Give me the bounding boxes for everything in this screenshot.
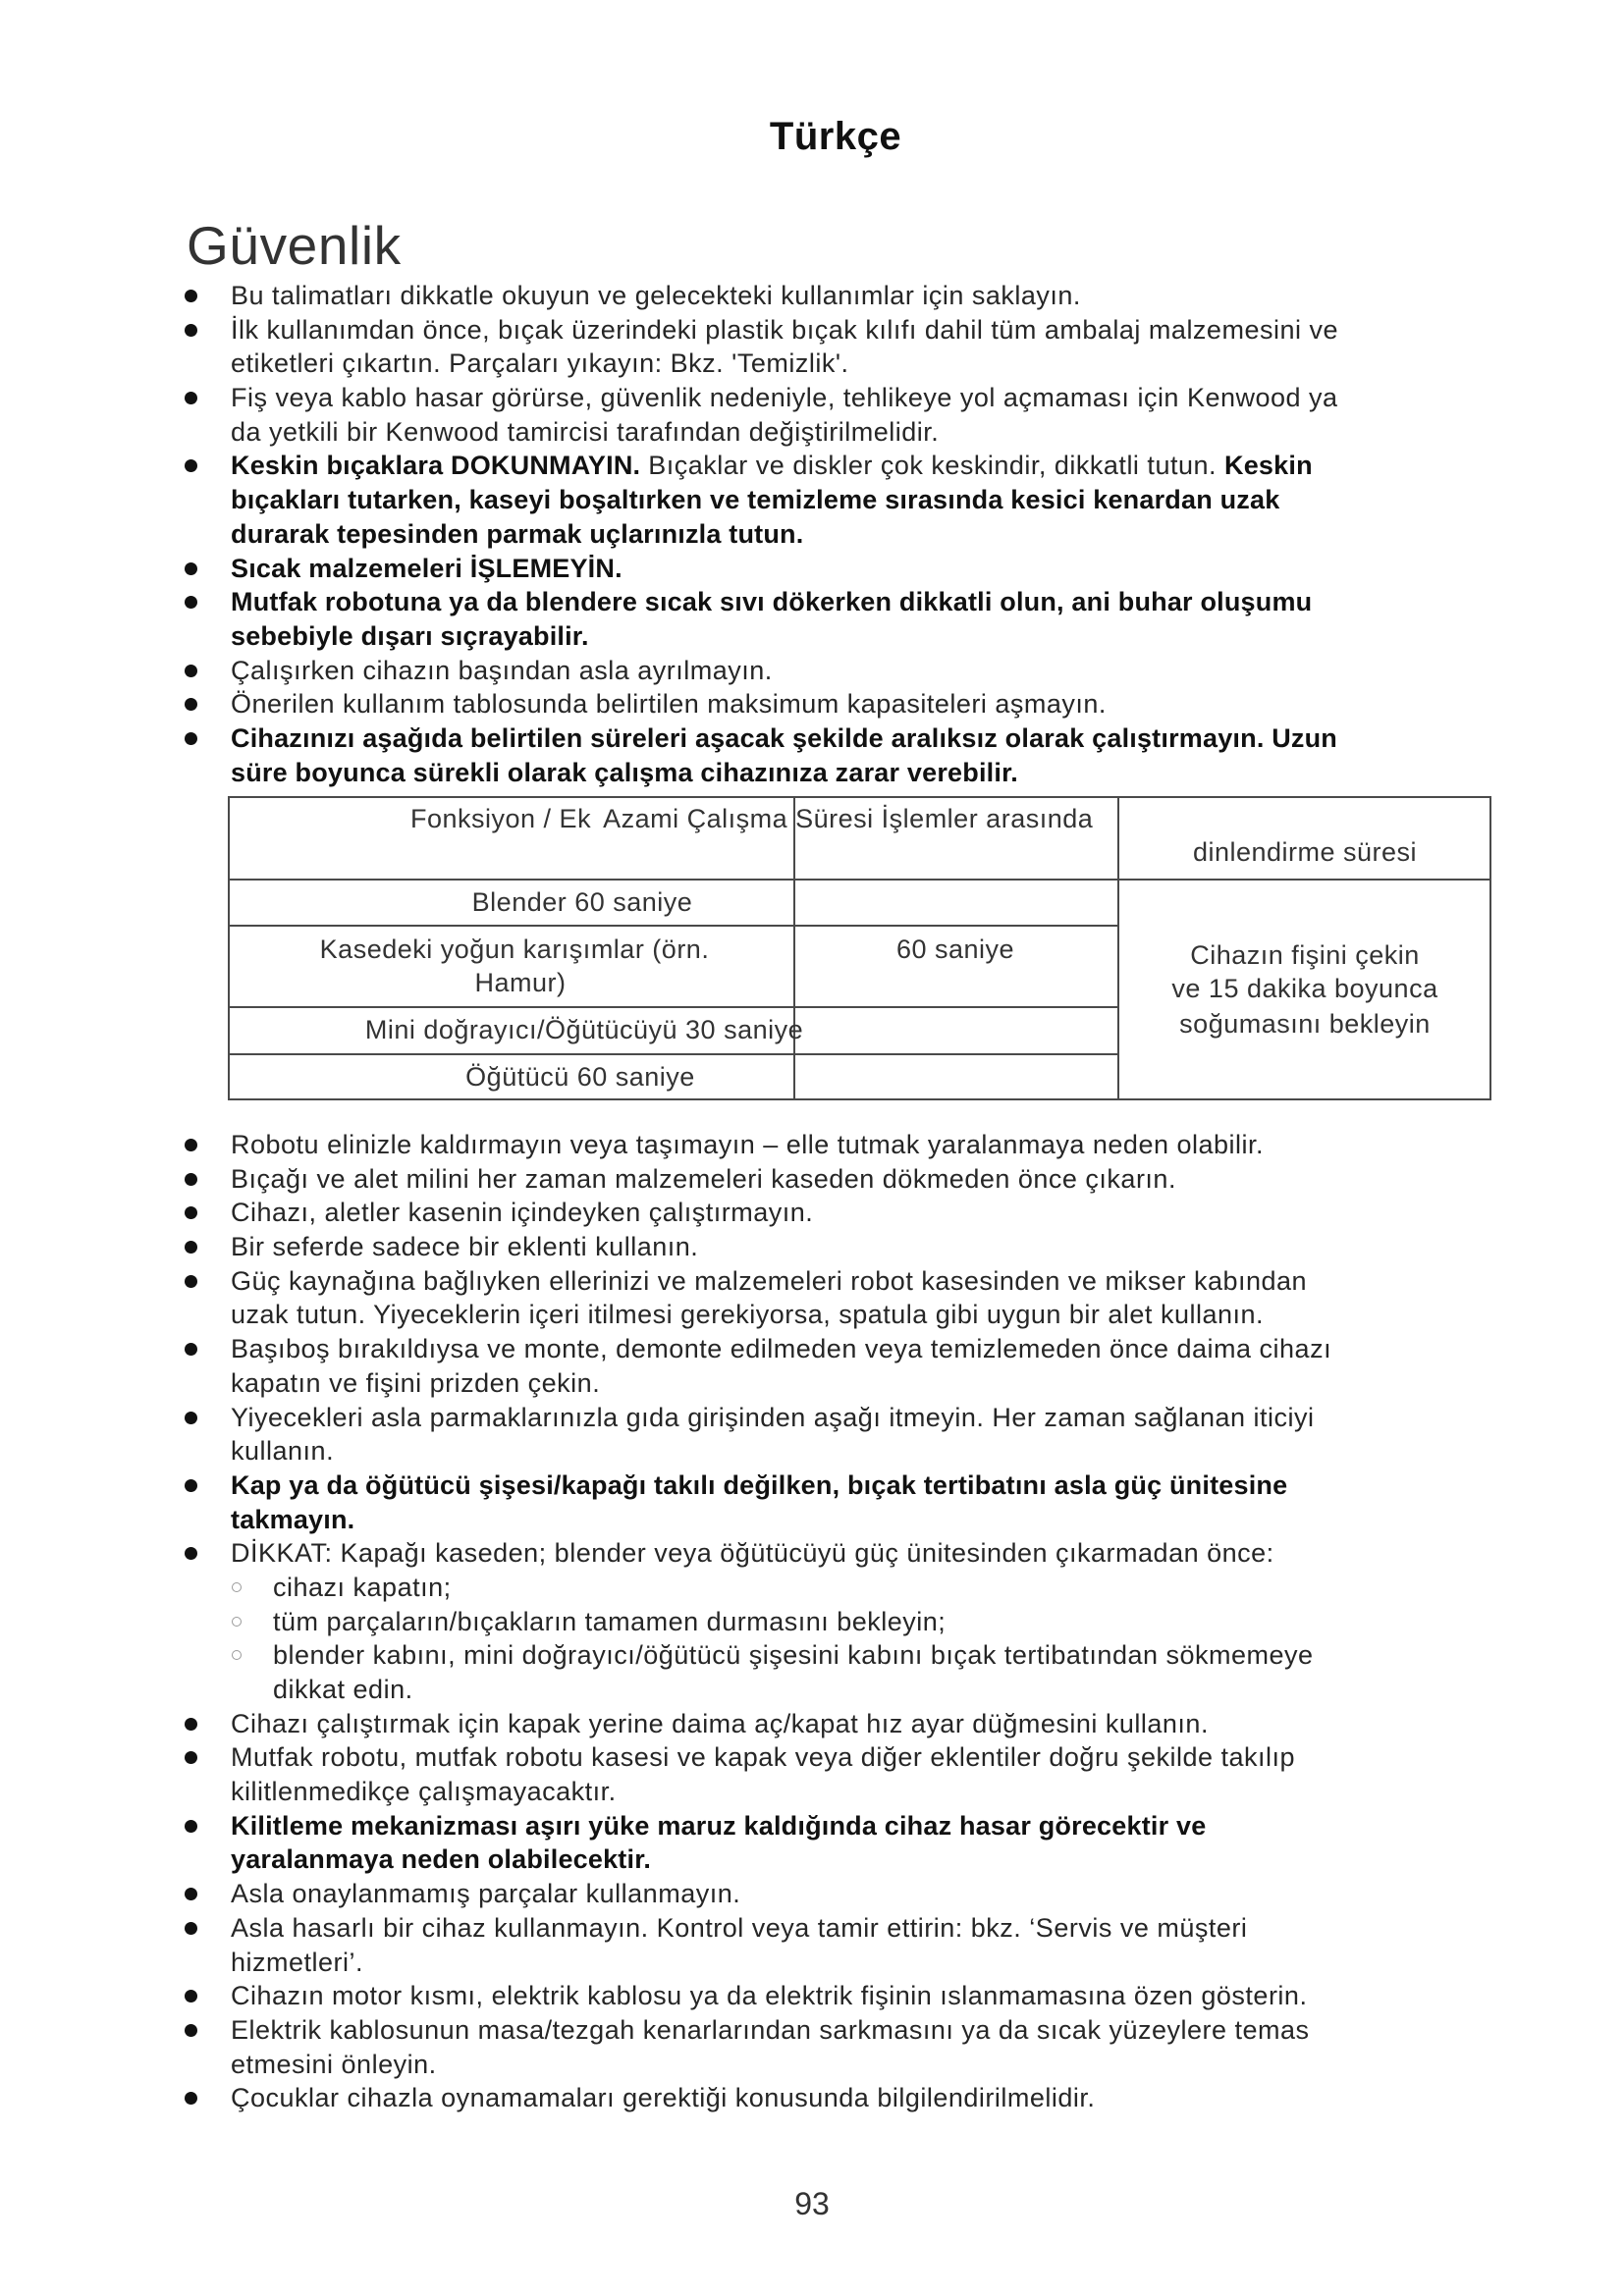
bullet-item bbox=[231, 552, 1586, 586]
bullet-dot-icon bbox=[185, 698, 197, 711]
bullet-dot-icon bbox=[185, 2024, 197, 2037]
bullet-line: Başıboş bırakıldıysa ve monte, demonte edilmeden veya temizlemeden önce daima cihazı bbox=[231, 1334, 1332, 1364]
bullet-item bbox=[231, 1264, 1586, 1332]
table-cell-rest-time: soğumasını bekleyin bbox=[1179, 1008, 1431, 1039]
bullet-item bbox=[231, 313, 1586, 381]
table-cell-function: Öğütücü 60 saniye bbox=[465, 1061, 695, 1092]
bullet-line: Yiyecekleri asla parmaklarınızla gıda girişinden aşağı itmeyin. Her zaman sağlanan iticiyi bbox=[231, 1402, 1315, 1432]
bullet-line: kullanın. bbox=[231, 1436, 335, 1467]
bullet-item bbox=[231, 721, 1586, 789]
bullet-item bbox=[231, 1468, 1586, 1536]
table-cell-max-time: 60 saniye bbox=[895, 934, 1015, 964]
table-border-bottom bbox=[228, 1098, 1491, 1100]
sub-bullet-line: blender kabını, mini doğrayıcı/öğütücü şişesini kabını bıçak tertibatından sökmemeye bbox=[273, 1640, 1314, 1671]
bullet-line: Mutfak robotu, mutfak robotu kasesi ve kapak veya diğer eklentiler doğru şekilde takılıp bbox=[231, 1742, 1296, 1773]
bullet-dot-icon bbox=[185, 732, 197, 745]
bullet-item bbox=[231, 381, 1586, 449]
bullet-item bbox=[231, 1196, 1586, 1230]
bullet-line: Bu talimatları dikkatle okuyun ve gelecekteki kullanımlar için saklayın. bbox=[231, 281, 1081, 310]
sub-bullet-item bbox=[231, 1638, 1586, 1706]
bullet-dot-icon bbox=[185, 1718, 197, 1731]
bullet-line: etiketleri çıkartın. Parçaları yıkayın: Bkz. 'Temizlik'. bbox=[231, 348, 849, 379]
language-title: Türkçe bbox=[769, 115, 902, 158]
bullet-dot-icon bbox=[185, 1820, 197, 1833]
bullet-item bbox=[231, 1401, 1586, 1468]
table-header-function: Fonksiyon / Ek bbox=[410, 803, 592, 833]
table-cell-function: Kasedeki yoğun karışımlar (örn. bbox=[319, 934, 710, 964]
bullet-dot-icon bbox=[185, 2092, 197, 2105]
bullet-line: DİKKAT: Kapağı kaseden; blender veya öğütücüyü güç ünitesinden çıkarmadan önce: bbox=[231, 1538, 1274, 1569]
bullet-item bbox=[231, 1877, 1586, 1911]
bullet-item bbox=[231, 1809, 1586, 1877]
bullet-line: Önerilen kullanım tablosunda belirtilen maksimum kapasiteleri aşmayın. bbox=[231, 689, 1107, 720]
table-header-rest-time: İşlemler arasında bbox=[881, 803, 1094, 833]
text-segment: Bıçaklar ve diskler çok keskindir, dikkatli tutun. bbox=[648, 451, 1217, 481]
bullet-line: Sıcak malzemeleri İŞLEMEYİN. bbox=[231, 553, 623, 583]
bullet-line: sebebiyle dışarı sıçrayabilir. bbox=[231, 620, 589, 651]
page-number: 93 bbox=[794, 2186, 830, 2221]
sub-bullet-item bbox=[231, 1571, 1586, 1605]
table-row-divider bbox=[228, 1006, 1118, 1008]
bullet-item bbox=[231, 1979, 1586, 2013]
safety-list-top bbox=[231, 279, 1586, 789]
bullet-item bbox=[231, 279, 1586, 313]
bullet-line: etmesini önleyin. bbox=[231, 2049, 437, 2079]
bullet-line: Bıçağı ve alet milini her zaman malzemeleri kaseden dökmeden önce çıkarın. bbox=[231, 1163, 1176, 1194]
table-cell-function: Mini doğrayıcı/Öğütücüyü 30 saniye bbox=[364, 1014, 804, 1044]
bullet-line: Cihazı çalıştırmak için kapak yerine daima aç/kapat hız ayar düğmesini kullanın. bbox=[231, 1708, 1209, 1738]
table-border-top bbox=[228, 796, 1491, 798]
table-header-line bbox=[410, 802, 1093, 836]
sub-bullet-line: tüm parçaların/bıçakların tamamen durmasını bekleyin; bbox=[273, 1606, 947, 1636]
bullet-item bbox=[231, 654, 1586, 688]
bullet-line: Kap ya da öğütücü şişesi/kapağı takılı değilken, bıçak tertibatını asla güç ünitesine bbox=[231, 1469, 1288, 1500]
table-border-right bbox=[1489, 796, 1491, 1100]
bullet-line: durarak tepesinden parmak uçlarınızla tutun. bbox=[231, 518, 804, 549]
hollow-circle-icon bbox=[232, 1582, 242, 1592]
hollow-circle-icon bbox=[232, 1617, 242, 1627]
bullet-item bbox=[231, 1911, 1586, 1979]
bullet-line: takmayın. bbox=[231, 1504, 355, 1534]
bullet-line: yaralanmaya neden olabilecektir. bbox=[231, 1844, 652, 1875]
bullet-item bbox=[231, 687, 1586, 721]
bullet-dot-icon bbox=[185, 1412, 197, 1424]
bullet-item bbox=[231, 2081, 1586, 2115]
bullet-line: Fiş veya kablo hasar görürse, güvenlik nedeniyle, tehlikeye yol açmaması için Kenwood ya bbox=[231, 383, 1338, 413]
bullet-line bbox=[231, 449, 1586, 483]
bullet-dot-icon bbox=[185, 290, 197, 302]
table-header-rest-time-cont: dinlendirme süresi bbox=[1192, 836, 1418, 867]
bullet-dot-icon bbox=[185, 665, 197, 677]
bullet-item bbox=[231, 1707, 1586, 1741]
bullet-item bbox=[231, 449, 1586, 551]
bullet-item bbox=[231, 1162, 1586, 1197]
bullet-dot-icon bbox=[185, 459, 197, 472]
hollow-circle-icon bbox=[232, 1650, 242, 1660]
bullet-dot-icon bbox=[185, 596, 197, 609]
sub-bullet-line: cihazı kapatın; bbox=[273, 1572, 452, 1602]
bullet-dot-icon bbox=[185, 1479, 197, 1492]
bullet-line: Çocuklar cihazla oynamamaları gerektiği konusunda bilgilendirilmelidir. bbox=[231, 2083, 1096, 2113]
bullet-dot-icon bbox=[185, 1547, 197, 1560]
bullet-dot-icon bbox=[185, 1343, 197, 1356]
bullet-dot-icon bbox=[185, 392, 197, 404]
bullet-item bbox=[231, 1128, 1586, 1162]
bullet-dot-icon bbox=[185, 1241, 197, 1254]
bullet-line: Kilitleme mekanizması aşırı yüke maruz kaldığında cihaz hasar görecektir ve bbox=[231, 1810, 1207, 1841]
bullet-dot-icon bbox=[185, 562, 197, 575]
bullet-line: hizmetleri’. bbox=[231, 1947, 364, 1977]
bullet-item bbox=[231, 1230, 1586, 1264]
bullet-dot-icon bbox=[185, 1990, 197, 2002]
bullet-dot-icon bbox=[185, 1173, 197, 1186]
bullet-line: Asla onaylanmamış parçalar kullanmayın. bbox=[231, 1879, 741, 1909]
bullet-dot-icon bbox=[185, 1139, 197, 1151]
bullet-line: kapatın ve fişini prizden çekin. bbox=[231, 1367, 601, 1398]
bullet-line: bıçakları tutarken, kaseyi boşaltırken ve temizleme sırasında kesici kenardan uzak bbox=[231, 485, 1280, 515]
bullet-line: Cihazınızı aşağıda belirtilen süreleri aşacak şekilde aralıksız olarak çalıştırmayın. Uzun bbox=[231, 722, 1338, 753]
bullet-item bbox=[231, 1332, 1586, 1400]
bullet-line: Cihazın motor kısmı, elektrik kablosu ya da elektrik fişinin ıslanmamasına özen gösterin. bbox=[231, 1981, 1308, 2011]
bullet-item bbox=[231, 1740, 1586, 1808]
bullet-line: süre boyunca sürekli olarak çalışma cihazınıza zarar verebilir. bbox=[231, 757, 1018, 787]
bullet-item bbox=[231, 2013, 1586, 2081]
bullet-dot-icon bbox=[185, 1206, 197, 1219]
bullet-line: Cihazı, aletler kasenin içindeyken çalıştırmayın. bbox=[231, 1198, 814, 1228]
bold-segment: Keskin bıçaklara DOKUNMAYIN. bbox=[231, 451, 641, 481]
bullet-line: Asla hasarlı bir cihaz kullanmayın. Kontrol veya tamir ettirin: bkz. ‘Servis ve müşteri bbox=[231, 1912, 1248, 1943]
bullet-dot-icon bbox=[185, 1751, 197, 1764]
bullet-dot-icon bbox=[185, 1275, 197, 1288]
table-header-divider bbox=[228, 879, 1491, 881]
bullet-dot-icon bbox=[185, 1922, 197, 1935]
safety-list-bottom bbox=[231, 1128, 1586, 2115]
table-cell-function: Hamur) bbox=[474, 968, 567, 998]
bullet-line: uzak tutun. Yiyeceklerin içeri itilmesi gerekiyorsa, spatula gibi uygun bir alet kullanın. bbox=[231, 1300, 1265, 1330]
usage-time-table bbox=[228, 796, 1491, 1100]
table-row-divider bbox=[228, 925, 1118, 927]
bullet-dot-icon bbox=[185, 1888, 197, 1900]
bullet-item bbox=[231, 1536, 1586, 1706]
bullet-dot-icon bbox=[185, 324, 197, 337]
bullet-line: da yetkili bir Kenwood tamircisi tarafından değiştirilmelidir. bbox=[231, 416, 940, 447]
bullet-line: Güç kaynağına bağlıyken ellerinizi ve malzemeleri robot kasesinden ve mikser kabından bbox=[231, 1265, 1308, 1296]
sub-bullet-line: dikkat edin. bbox=[273, 1675, 413, 1704]
bullet-line: Çalışırken cihazın başından asla ayrılmayın. bbox=[231, 655, 773, 685]
bullet-item bbox=[231, 585, 1586, 653]
bullet-line: Robotu elinizle kaldırmayın veya taşımayın – elle tutmak yaralanmaya neden olabilir. bbox=[231, 1130, 1265, 1159]
bullet-line: İlk kullanımdan önce, bıçak üzerindeki plastik bıçak kılıfı dahil tüm ambalaj malzemesini ve bbox=[231, 314, 1338, 345]
section-title: Güvenlik bbox=[187, 215, 402, 276]
bullet-line: Elektrik kablosunun masa/tezgah kenarlarından sarkmasını ya da sıcak yüzeylere temas bbox=[231, 2014, 1310, 2045]
bold-segment: Keskin bbox=[1224, 451, 1313, 481]
bullet-line: Bir seferde sadece bir eklenti kullanın. bbox=[231, 1232, 699, 1262]
bullet-line: Mutfak robotuna ya da blendere sıcak sıvı dökerken dikkatli olun, ani buhar oluşumu bbox=[231, 587, 1313, 617]
sub-bullet-item bbox=[231, 1605, 1586, 1639]
table-cell-rest-time: Cihazın fişini çekin bbox=[1190, 939, 1420, 970]
table-row-divider bbox=[228, 1053, 1118, 1055]
table-cell-function: Blender 60 saniye bbox=[471, 886, 693, 917]
table-header-max-time: Azami Çalışma Süresi bbox=[603, 803, 874, 833]
bullet-line: kilitlenmedikçe çalışmayacaktır. bbox=[231, 1777, 617, 1807]
table-cell-rest-time: ve 15 dakika boyunca bbox=[1171, 974, 1438, 1004]
